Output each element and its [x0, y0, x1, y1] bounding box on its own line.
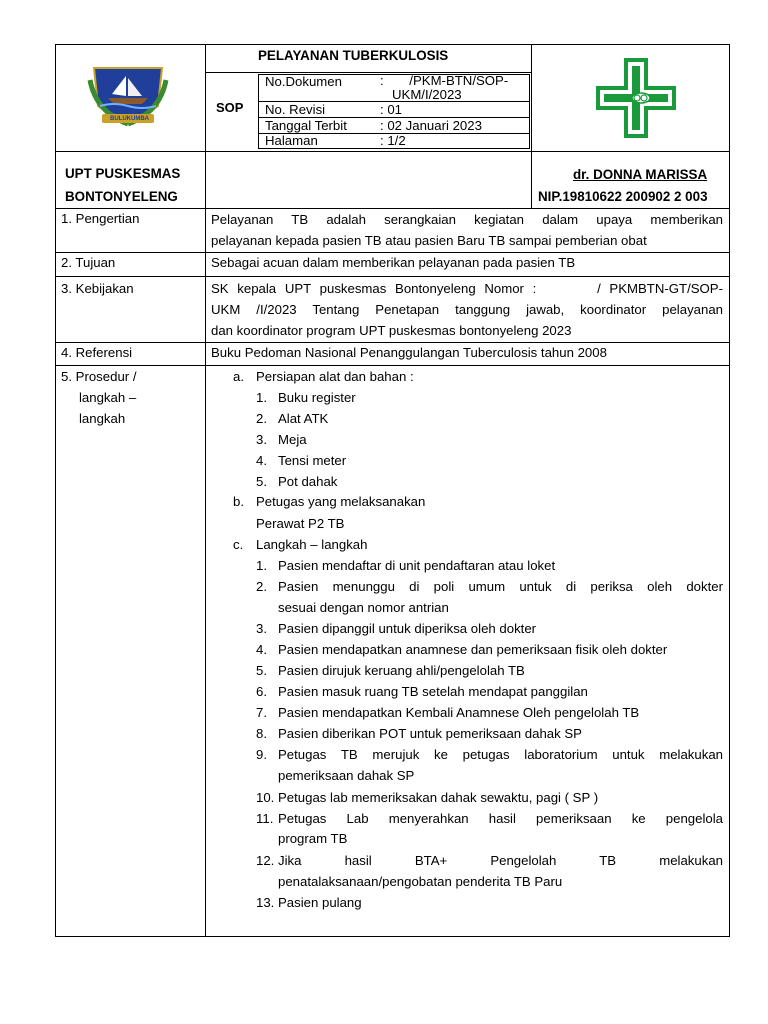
c-item: Pasien menunggu di poli umum untuk di periksa oleh dokter — [278, 579, 723, 594]
meta-value-no-dokumen-cont: UKM/I/2023 — [392, 87, 462, 102]
c-item-cont: sesuai dengan nomor antrian — [278, 600, 449, 615]
section-a-marker: a. — [233, 369, 244, 384]
c-item-cont: penatalaksanaan/pengobatan penderita TB Paru — [278, 874, 563, 889]
pengertian-line2: pelayanan kepada pasien TB atau pasien Baru TB sampai pemberian obat — [211, 233, 647, 248]
c-item: Petugas TB merujuk ke petugas laboratorium untuk melakukan — [278, 747, 723, 762]
org-name: UPT PUSKESMAS — [65, 166, 181, 181]
c-item: Pasien dirujuk keruang ahli/pengelolah TB — [278, 663, 525, 678]
c-item: Petugas lab memeriksakan dahak sewaktu, pagi ( SP ) — [278, 790, 599, 805]
meta-value-halaman: : 1/2 — [380, 133, 406, 148]
referensi-line1: Buku Pedoman Nasional Penanggulangan Tuberculosis tahun 2008 — [211, 345, 607, 360]
a-item: Buku register — [278, 390, 356, 405]
row-label-kebijakan: 3. Kebijakan — [61, 281, 134, 296]
row-label-pengertian: 1. Pengertian — [61, 211, 140, 226]
section-a-title: Persiapan alat dan bahan : — [256, 369, 414, 384]
sop-label: SOP — [216, 100, 244, 115]
signer-name: dr. DONNA MARISSA — [573, 167, 708, 182]
c-item-number: 9. — [256, 747, 267, 762]
c-item-number: 10. — [256, 790, 275, 805]
row-label-tujuan: 2. Tujuan — [61, 255, 116, 270]
c-item-number: 8. — [256, 726, 267, 741]
a-item-number: 5. — [256, 474, 267, 489]
meta-label-revisi: No. Revisi — [265, 102, 326, 117]
signer-nip: NIP.19810622 200902 2 003 — [538, 189, 708, 204]
c-item: Pasien diberikan POT untuk pemeriksaan dahak SP — [278, 726, 582, 741]
c-item-number: 12. — [256, 853, 275, 868]
c-item: Pasien dipanggil untuk diperiksa oleh dokter — [278, 621, 537, 636]
tujuan-line1: Sebagai acuan dalam memberikan pelayanan pada pasien TB — [211, 255, 576, 270]
puskesmas-logo — [594, 56, 678, 140]
a-item: Meja — [278, 432, 307, 447]
c-item: Jika hasil BTA+ Pengelolah TB melakukan — [278, 853, 723, 868]
a-item: Pot dahak — [278, 474, 338, 489]
c-item-cont: program TB — [278, 831, 348, 846]
section-c-title: Langkah – langkah — [256, 537, 368, 552]
c-item-number: 13. — [256, 895, 275, 910]
section-b-title: Petugas yang melaksanakan — [256, 494, 426, 509]
meta-label-no-dokumen: No.Dokumen — [265, 74, 342, 89]
a-item-number: 3. — [256, 432, 267, 447]
section-b-marker: b. — [233, 494, 244, 509]
a-item-number: 4. — [256, 453, 267, 468]
meta-value-tanggal: : 02 Januari 2023 — [380, 118, 482, 133]
a-item: Tensi meter — [278, 453, 347, 468]
meta-value-no-dokumen — [380, 74, 508, 88]
a-item: Alat ATK — [278, 411, 329, 426]
kebijakan-line1-text: SK kepala UPT puskesmas Bontonyeleng Nomor : / PKMBTN-GT/SOP- — [211, 281, 723, 296]
c-item-number: 5. — [256, 663, 267, 678]
kebijakan-line2: UKM /I/2023 Tentang Penetapan tanggung jawab, koordinator pelayanan — [211, 302, 723, 317]
c-item: Petugas Lab menyerahkan hasil pemeriksaan ke pengelola — [278, 811, 723, 826]
a-item-number: 2. — [256, 411, 267, 426]
page-title: PELAYANAN TUBERKULOSIS — [258, 48, 449, 63]
logo-lettering: BULUKUMBA — [110, 116, 149, 122]
c-item: Pasien pulang — [278, 895, 362, 910]
section-c-marker: c. — [233, 537, 244, 552]
c-item: Pasien mendapatkan Kembali Anamnese Oleh pengelolah TB — [278, 705, 640, 720]
row-label-prosedur-line2: langkah – — [79, 390, 137, 405]
kebijakan-line1 — [211, 278, 723, 299]
meta-label-halaman: Halaman — [265, 133, 318, 148]
c-item-number: 4. — [256, 642, 267, 657]
meta-value-line: : /PKM-BTN/SOP- — [380, 73, 509, 88]
c-item-number: 3. — [256, 621, 267, 636]
c-item-number: 1. — [256, 558, 267, 573]
c-item: Pasien mendapatkan anamnese dan pemeriksaan fisik oleh dokter — [278, 642, 668, 657]
c-item: Pasien masuk ruang TB setelah mendapat panggilan — [278, 684, 588, 699]
c-item-number: 11. — [256, 811, 274, 826]
header-bottom-divider — [55, 151, 730, 152]
a-item-number: 1. — [256, 390, 267, 405]
kebijakan-line3: dan koordinator program UPT puskesmas bontonyeleng 2023 — [211, 323, 572, 338]
pengertian-line1: Pelayanan TB adalah serangkaian kegiatan dalam upaya memberikan — [211, 212, 723, 227]
meta-value-revisi: : 01 — [380, 102, 402, 117]
row-divider — [55, 276, 730, 277]
meta-label-tanggal: Tanggal Terbit — [265, 118, 347, 133]
section-b-text: Perawat P2 TB — [256, 516, 345, 531]
row-label-prosedur-line3: langkah — [79, 411, 126, 426]
c-item-cont: pemeriksaan dahak SP — [278, 768, 415, 783]
org-name-line2: BONTONYELENG — [65, 189, 178, 204]
c-item-number: 6. — [256, 684, 267, 699]
row-label-prosedur: 5. Prosedur / — [61, 369, 137, 384]
c-item: Pasien mendaftar di unit pendaftaran atau loket — [278, 558, 556, 573]
c-item-number: 2. — [256, 579, 267, 594]
header-right-divider — [531, 44, 532, 208]
regency-logo — [86, 62, 170, 130]
c-item-number: 7. — [256, 705, 267, 720]
row-label-referensi: 4. Referensi — [61, 345, 133, 360]
column-divider — [205, 44, 206, 937]
